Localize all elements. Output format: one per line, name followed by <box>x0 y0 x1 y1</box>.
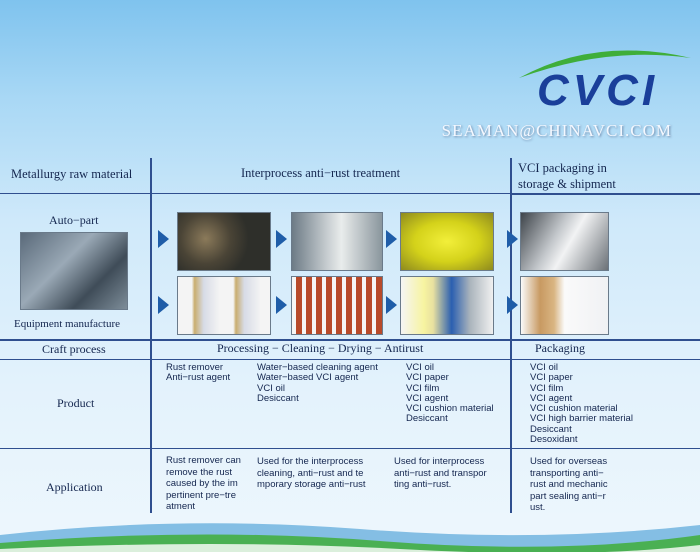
application-col4: Used for overseas transporting anti− rust and mechanic part sealing anti−r ust. <box>530 456 608 513</box>
label-application: Application <box>46 480 103 494</box>
vci-film-rolls-photo <box>400 276 494 335</box>
grid-line <box>0 448 700 449</box>
product-col4: VCI oil VCI paper VCI film VCI agent VCI cushion material VCI high barrier material Desiccant Desoxidant <box>530 362 633 446</box>
arrow-right-icon <box>507 296 518 314</box>
label-craft-process: Craft process <box>42 342 106 356</box>
arrow-right-icon <box>386 230 397 248</box>
grid-line <box>0 359 700 360</box>
engine-photo <box>20 232 128 310</box>
product-col2: Water−based cleaning agent Water−based VCI agent VCI oil Desiccant <box>257 362 378 404</box>
label-auto-part: Auto−part <box>49 213 99 227</box>
yellow-film-photo <box>400 212 494 271</box>
bottom-wave <box>0 505 700 552</box>
arrow-right-icon <box>386 296 397 314</box>
arrow-right-icon <box>158 230 169 248</box>
arrow-right-icon <box>507 230 518 248</box>
spray-booth-photo <box>291 212 383 271</box>
logo-text: CVCI <box>537 66 659 115</box>
application-col1: Rust remover can remove the rust caused by the im pertinent pre−tre atment <box>166 455 241 512</box>
label-equipment-manufacture: Equipment manufacture <box>14 318 120 330</box>
vci-paper-photo <box>520 276 609 335</box>
application-col3: Used for interprocess anti−rust and transpor ting anti−rust. <box>394 456 487 490</box>
arrow-right-icon <box>276 230 287 248</box>
craft-packaging: Packaging <box>535 341 585 355</box>
packaged-parts-photo <box>520 212 609 271</box>
header-packaging-line1: VCI packaging in <box>518 161 607 175</box>
header-interprocess: Interprocess anti−rust treatment <box>241 166 401 180</box>
grid-line <box>150 158 152 513</box>
contact-email: SEAMAN@CHINAVCI.COM <box>441 121 672 140</box>
cvci-logo <box>515 44 695 114</box>
rust-remover-cans-photo <box>177 276 271 335</box>
arrow-right-icon <box>158 296 169 314</box>
product-col1: Rust remover Anti−rust agent <box>166 362 231 384</box>
header-packaging-line2: storage & shipment <box>518 177 616 191</box>
header-raw-material: Metallurgy raw material <box>11 167 133 181</box>
craft-process-steps: Processing − Cleaning − Drying − Antirust <box>217 341 424 355</box>
application-col2: Used for the interprocess cleaning, anti−rust and te mporary storage anti−rust <box>257 456 366 490</box>
product-col3: VCI oil VCI paper VCI film VCI agent VCI cushion material Desiccant <box>406 362 494 425</box>
gear-parts-photo <box>177 212 271 271</box>
grid-line <box>510 158 512 513</box>
grid-line <box>510 193 700 195</box>
arrow-right-icon <box>276 296 287 314</box>
oil-bottles-photo <box>291 276 383 335</box>
label-product: Product <box>57 396 95 410</box>
